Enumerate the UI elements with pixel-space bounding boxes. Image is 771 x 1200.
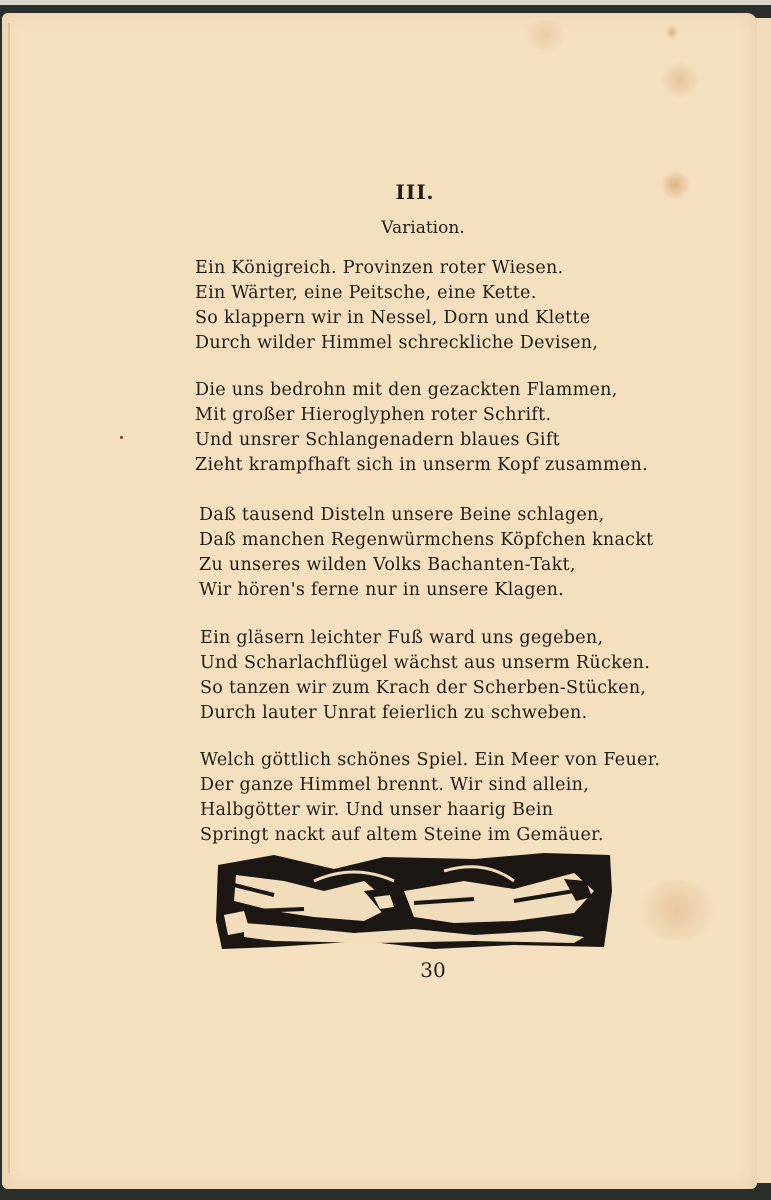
poem-line: Zu unseres wilden Volks Bachanten-Takt, (199, 555, 576, 575)
woodcut-illustration (214, 851, 613, 951)
poem-line: Zieht krampfhaft sich in unserm Kopf zusammen. (195, 455, 648, 475)
poem-number: III. (395, 180, 435, 204)
ink-fleck (120, 436, 123, 439)
poem-line: Der ganze Himmel brennt. Wir sind allein, (200, 775, 590, 795)
poem-line: Daß tausend Disteln unsere Beine schlagen, (199, 505, 605, 525)
poem-line: Ein Königreich. Provinzen roter Wiesen. (195, 258, 564, 278)
poem-line: Durch wilder Himmel schreckliche Devisen, (195, 333, 599, 353)
foxing-stain (660, 60, 700, 100)
poem-title: Variation. (381, 218, 465, 238)
poem-line: Ein gläsern leichter Fuß ward uns gegeben, (200, 628, 604, 648)
poem-line: Durch lauter Unrat feierlich zu schweben. (200, 703, 588, 723)
poem-line: Springt nackt auf altem Steine im Gemäuer. (200, 825, 604, 845)
poem-line: Daß manchen Regenwürmchens Köpfchen knackt (199, 530, 654, 550)
poem-line: Die uns bedrohn mit den gezackten Flammen, (195, 380, 618, 400)
poem-line: Halbgötter wir. Und unser haarig Bein (200, 800, 554, 820)
poem-line: Wir hören's ferne nur in unsere Klagen. (199, 580, 565, 600)
foxing-stain (632, 880, 722, 940)
poem-line: So tanzen wir zum Krach der Scherben-Stücken, (200, 678, 647, 698)
stanza-2 (195, 378, 665, 478)
stanza-5 (200, 748, 670, 848)
foxing-stain (520, 20, 570, 50)
poem-line: Ein Wärter, eine Peitsche, eine Kette. (195, 283, 537, 303)
poem-line: Welch göttlich schönes Spiel. Ein Meer von Feuer. (200, 750, 661, 770)
page-number: 30 (420, 958, 446, 982)
poem-line: So klappern wir in Nessel, Dorn und Klette (195, 308, 591, 328)
scan-top-strip (0, 0, 771, 5)
stanza-3 (199, 503, 669, 603)
poem-line: Und Scharlachflügel wächst aus unserm Rücken. (200, 653, 651, 673)
stanza-4 (200, 626, 670, 726)
poem-line: Und unsrer Schlangenadern blaues Gift (195, 430, 560, 450)
stanza-1 (195, 256, 665, 356)
foxing-stain (665, 25, 679, 39)
poem-line: Mit großer Hieroglyphen roter Schrift. (195, 405, 552, 425)
